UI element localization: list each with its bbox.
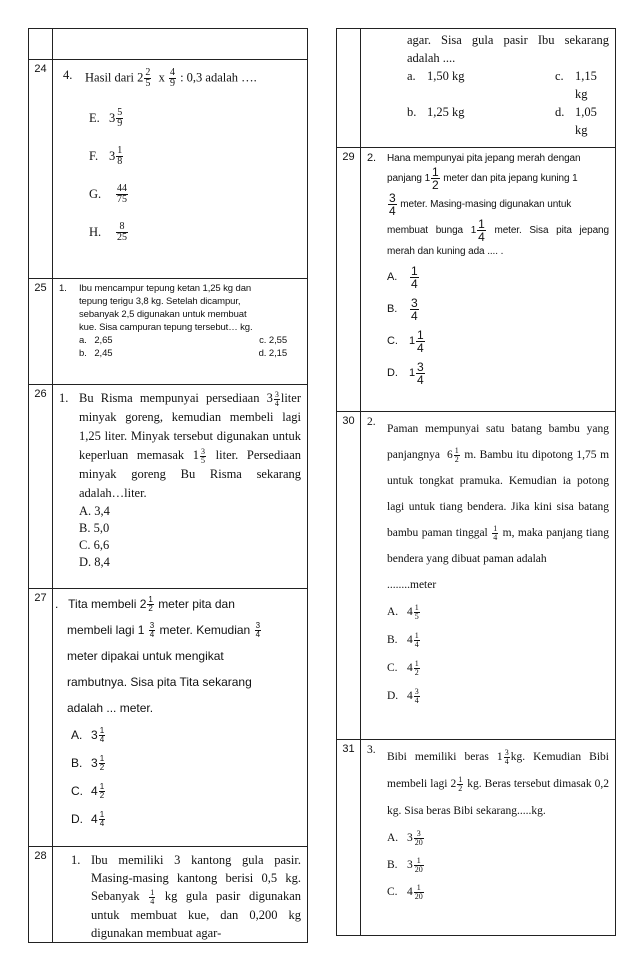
numerator: 3 [255, 621, 261, 631]
fraction-whole: 2 [450, 778, 457, 790]
numerator: 5 [117, 106, 123, 118]
option-whole: 3 [91, 728, 98, 742]
question-index: 3. [367, 744, 376, 756]
option-label: D. [71, 812, 83, 826]
option-label: c. [259, 335, 267, 346]
option-a[interactable] [407, 67, 507, 103]
question-text: Persediaan minyak goreng Bu Risma sekarang adalah…liter. [79, 448, 302, 500]
question-number: 25 [29, 279, 53, 384]
option-fraction [414, 688, 420, 705]
numerator: 3 [274, 389, 279, 399]
option-value: 1,15 kg [574, 69, 597, 101]
question-number-empty [337, 29, 361, 147]
question-line: Ibu mencampur tepung ketan 1,25 kg dan [79, 283, 252, 294]
option-fraction [99, 783, 105, 800]
fraction [169, 68, 176, 89]
question-line: kue. Sisa campuran tepung tersebut… kg. [79, 322, 253, 333]
question-28-body [53, 847, 307, 942]
denominator: 4 [411, 276, 418, 291]
option-label: a. [79, 335, 87, 346]
option-d[interactable] [387, 357, 609, 389]
numerator: 3 [201, 446, 206, 456]
numerator: 44 [117, 182, 127, 194]
question-text: membeli lagi 1 [67, 623, 145, 637]
question-row-27 [28, 589, 308, 847]
numerator: 3 [414, 686, 419, 696]
option-whole: 1 [409, 335, 416, 348]
option-whole: 3 [407, 832, 413, 844]
option-label: D. [387, 367, 398, 380]
denominator: 75 [117, 193, 127, 205]
numerator: 1 [493, 523, 498, 533]
numerator: 1 [99, 781, 105, 791]
fraction [504, 749, 510, 766]
options-list [79, 503, 301, 571]
denominator: 25 [117, 231, 127, 243]
option-whole: 4 [407, 886, 413, 898]
option-fraction [416, 329, 425, 354]
question-text: Bibi memiliki beras 1 [387, 751, 503, 763]
fraction [274, 391, 280, 408]
option-b[interactable] [71, 749, 305, 777]
option-value: 1,05 kg [574, 105, 597, 137]
option-a[interactable] [387, 598, 609, 626]
denominator: 4 [274, 398, 279, 408]
header-content-cell [53, 29, 307, 59]
option-fraction [116, 222, 128, 243]
question-number: 26 [29, 385, 53, 588]
option-label: F. [89, 148, 99, 163]
numerator: 3 [414, 830, 424, 839]
option-label: C. [387, 886, 398, 898]
option-value: 6,6 [93, 538, 110, 552]
question-26-text [79, 389, 301, 571]
question-30-body [361, 412, 615, 739]
option-value: 8,4 [94, 555, 110, 569]
option-label: C. [387, 335, 398, 348]
option-fraction [116, 184, 128, 205]
numerator: 2 [145, 67, 151, 78]
option-label: c. [555, 69, 564, 83]
question-number: 30 [337, 412, 361, 739]
question-index: 4. [63, 68, 73, 82]
question-index: 2. [367, 416, 376, 428]
option-whole: 3 [109, 110, 116, 125]
fraction [492, 525, 498, 542]
denominator: 2 [99, 790, 105, 800]
option-d[interactable] [259, 347, 287, 360]
option-fraction [414, 632, 420, 649]
question-text: meter. Kemudian [159, 623, 251, 637]
question-24-body [53, 60, 307, 278]
denominator: 4 [389, 204, 396, 219]
numerator: 1 [150, 887, 155, 897]
question-text: adalah ... meter. [67, 701, 154, 715]
option-b[interactable] [79, 347, 112, 360]
option-e[interactable] [89, 99, 301, 137]
denominator: 9 [169, 78, 175, 89]
question-text: rambutnya. Sisa pita Tita sekarang [67, 675, 252, 689]
question-31-text [387, 744, 609, 906]
option-label: H. [89, 224, 102, 239]
question-text: m. Bambu itu dipotong 1,75 m untuk tongkat pramuka. Kemudian ia potong lagi untuk tiang bendera. Jika kini sisa batang bambu paman tinggal [387, 449, 610, 539]
option-whole: 4 [407, 606, 413, 618]
option-label: D. [79, 555, 92, 569]
options-list [79, 334, 301, 360]
numerator: 8 [116, 222, 128, 233]
option-label: b. [79, 348, 87, 359]
question-row-26 [28, 385, 308, 589]
question-number: 29 [337, 148, 361, 411]
options-list [387, 825, 609, 906]
question-text: kg. Kemudian Bibi membeli lagi [387, 751, 609, 790]
options-list [407, 67, 609, 139]
denominator: 4 [417, 340, 424, 355]
question-row-28-continued [336, 28, 616, 148]
question-text: Ibu memiliki 3 kantong gula pasir. Masing-masing kantong berisi 0,5 kg. Sebanyak [91, 853, 301, 903]
question-text: Bu Risma mempunyai persediaan [79, 391, 260, 405]
denominator: 4 [417, 372, 424, 387]
option-a[interactable] [79, 503, 301, 520]
option-fraction [414, 604, 420, 621]
option-label: C. [71, 784, 83, 798]
question-text: Hana mempunyai pita jepang merah dengan [387, 153, 581, 164]
option-label: B. [387, 634, 398, 646]
denominator: 4 [255, 630, 261, 640]
question-29-text [387, 152, 609, 389]
option-label: B. [79, 521, 91, 535]
option-whole: 4 [407, 662, 413, 674]
question-28-continued-body [361, 29, 615, 147]
question-index: 1. [59, 391, 69, 405]
option-fraction [416, 361, 425, 386]
question-28-text [91, 851, 301, 942]
denominator: 9 [117, 117, 123, 129]
numerator: 3 [417, 359, 424, 374]
option-value: 1,50 kg [427, 69, 465, 83]
option-fraction [99, 727, 105, 744]
numerator: 1 [458, 774, 463, 784]
option-b[interactable] [407, 103, 507, 139]
denominator: 2 [99, 762, 105, 772]
option-a[interactable] [387, 261, 609, 293]
denominator: 2 [148, 604, 153, 614]
question-lead: . [55, 597, 59, 611]
question-row-24 [28, 60, 308, 279]
fraction [477, 218, 486, 243]
numerator: 3 [389, 191, 396, 206]
question-text: Tita membeli 2 [68, 597, 147, 611]
right-column [336, 28, 616, 936]
times-sign: x [158, 70, 165, 85]
option-label: A. [387, 271, 398, 284]
numerator: 1 [414, 857, 424, 866]
numerator: 1 [454, 445, 459, 455]
question-text: kg gula pasir digunakan untuk membuat kue, dan 0,200 kg digunakan membuat agar- [91, 889, 302, 940]
question-text: meter. Sisa pita jepang merah dan kuning ada .... . [387, 225, 609, 258]
option-label: d. [258, 348, 267, 359]
option-a[interactable] [71, 721, 305, 749]
numerator: 1 [432, 165, 439, 179]
numerator: 1 [414, 630, 419, 640]
option-fraction [414, 857, 424, 874]
left-column [28, 28, 308, 943]
denominator: 4 [150, 896, 155, 906]
denominator: 2 [458, 783, 463, 793]
question-number: 24 [29, 60, 53, 278]
options-list [387, 261, 609, 389]
option-c[interactable] [259, 334, 287, 347]
numerator: 1 [99, 753, 105, 763]
denominator: 5 [145, 78, 151, 89]
denominator: 20 [414, 892, 423, 901]
fraction [457, 776, 463, 793]
fraction-whole: 6 [447, 449, 453, 461]
numerator: 1 [414, 602, 419, 612]
option-value: 2,65 [94, 335, 113, 346]
fraction-whole: 3 [266, 391, 273, 405]
question-text: m, maka panjang tiang bendera yang dibuat paman adalah [387, 527, 610, 565]
option-c[interactable] [387, 654, 609, 682]
denominator: 8 [117, 155, 123, 167]
numerator: 1 [417, 327, 424, 342]
option-whole: 4 [91, 784, 98, 798]
numerator: 1 [148, 595, 153, 605]
option-whole: 4 [91, 812, 98, 826]
numerator: 4 [169, 67, 175, 78]
denominator: 4 [149, 630, 155, 640]
question-number: 28 [29, 847, 53, 942]
header-number-cell [29, 29, 53, 59]
question-index: 1. [71, 853, 81, 867]
denominator: 2 [414, 667, 419, 677]
option-b[interactable] [387, 852, 609, 879]
question-text: Paman mempunyai satu batang bambu yang panjangnya [387, 423, 609, 461]
option-label: A. [387, 832, 399, 844]
option-label: C. [79, 538, 91, 552]
denominator: 20 [414, 865, 423, 874]
question-text: Hasil dari [85, 70, 134, 85]
fraction [255, 622, 261, 639]
question-26-body [53, 385, 307, 588]
option-d[interactable] [71, 805, 305, 833]
numerator: 3 [149, 621, 155, 631]
option-whole: 1 [409, 367, 416, 380]
option-b[interactable] [387, 626, 609, 654]
option-c[interactable] [387, 325, 609, 357]
question-29-body [361, 148, 615, 411]
denominator: 4 [99, 734, 105, 744]
option-fraction [414, 830, 424, 847]
option-b[interactable] [387, 293, 609, 325]
option-whole: 4 [407, 690, 413, 702]
option-b[interactable] [79, 520, 301, 537]
question-text: liter. [215, 448, 239, 462]
numerator: 1 [414, 884, 424, 893]
numerator: 1 [99, 725, 105, 735]
option-value: 1,25 kg [427, 105, 465, 119]
fraction [149, 622, 155, 639]
question-text: : 0,3 adalah …. [180, 70, 257, 85]
question-text: panjang 1 [387, 173, 431, 185]
question-row-30 [336, 412, 616, 740]
numerator: 1 [117, 144, 123, 156]
option-label: B. [387, 859, 398, 871]
option-a[interactable] [387, 825, 609, 852]
numerator: 1 [478, 217, 485, 232]
option-fraction [99, 811, 105, 828]
fraction [149, 889, 155, 906]
denominator: 4 [478, 230, 485, 245]
numerator: 1 [99, 809, 105, 819]
question-27-body [53, 589, 307, 846]
option-fraction [410, 297, 419, 322]
question-30-text [387, 416, 609, 710]
denominator: 20 [414, 838, 423, 847]
option-whole: 3 [407, 859, 413, 871]
question-text: ........meter [387, 579, 437, 591]
question-row-31 [336, 740, 616, 936]
option-label: b. [407, 105, 417, 119]
question-text: meter dipakai untuk mengikat [67, 649, 224, 663]
denominator: 5 [201, 455, 206, 465]
option-c[interactable] [555, 67, 609, 103]
option-fraction [410, 265, 419, 290]
option-d[interactable] [555, 103, 609, 139]
denominator: 4 [99, 818, 105, 828]
question-number: 27 [29, 589, 53, 846]
option-whole: 4 [407, 634, 413, 646]
question-text: meter pita dan [158, 597, 235, 611]
question-line: tepung terigu 3,8 kg. Setelah dicampur, [79, 296, 241, 307]
denominator: 4 [411, 308, 418, 323]
option-label: G. [89, 186, 102, 201]
denominator: 5 [414, 611, 419, 621]
question-31-body [361, 740, 615, 935]
option-row [407, 103, 609, 139]
question-27-text [55, 591, 305, 721]
option-fraction [414, 660, 420, 677]
options-list [387, 598, 609, 710]
fraction [388, 192, 397, 217]
option-value: 5,0 [93, 521, 110, 535]
denominator: 4 [414, 695, 419, 705]
question-25-text [79, 282, 253, 334]
option-label: d. [555, 105, 565, 119]
option-whole: 3 [91, 756, 98, 770]
option-label: C. [387, 662, 398, 674]
option-value: 3,4 [94, 504, 110, 518]
option-fraction [414, 884, 424, 901]
question-row-29 [336, 148, 616, 412]
option-value: 2,15 [268, 348, 287, 359]
option-f[interactable] [89, 137, 301, 175]
fraction [200, 448, 206, 465]
fraction [147, 596, 153, 613]
question-text: minyak goreng, kemudian membeli lagi 1,25 liter. Minyak tersebut digunakan untuk keperluan memasak [79, 410, 301, 462]
option-c[interactable] [79, 537, 301, 554]
fraction [431, 166, 440, 191]
option-label: A. [79, 504, 92, 518]
fraction-whole: 1 [192, 448, 200, 462]
question-25-body [53, 279, 307, 384]
option-label: a. [407, 69, 416, 83]
denominator: 4 [504, 756, 509, 766]
option-value: 2,55 [268, 335, 287, 346]
numerator: 1 [411, 263, 418, 278]
option-c[interactable] [387, 879, 609, 906]
denominator: 2 [432, 178, 439, 192]
option-label: A. [387, 606, 399, 618]
question-text: agar. Sisa gula pasir Ibu sekarang adalah .... [407, 33, 609, 65]
numerator: 1 [414, 658, 419, 668]
question-text: meter dan pita jepang kuning 1 [443, 173, 578, 185]
denominator: 2 [454, 454, 459, 464]
option-label: D. [387, 690, 399, 702]
question-24-text [85, 68, 257, 89]
question-index: 1. [59, 283, 67, 294]
option-a[interactable] [79, 334, 112, 347]
option-c[interactable] [71, 777, 305, 805]
option-d[interactable] [387, 682, 609, 710]
question-text: kg. Beras tersebut dimasak 0,2 kg. Sisa beras Bibi sekarang.....kg. [387, 778, 609, 817]
option-label: B. [71, 756, 83, 770]
options-list [89, 99, 301, 251]
option-fraction [116, 108, 123, 129]
question-text: meter. Masing-masing digunakan untuk [400, 199, 572, 211]
option-row [407, 67, 609, 103]
denominator: 4 [493, 532, 498, 542]
option-fraction [99, 755, 105, 772]
option-label: B. [387, 303, 398, 316]
question-number: 31 [337, 740, 361, 935]
fraction [144, 68, 151, 89]
option-label: A. [71, 728, 83, 742]
numerator: 3 [411, 295, 418, 310]
header-row [28, 28, 308, 60]
numerator: 3 [504, 747, 509, 757]
fraction [454, 447, 460, 464]
denominator: 4 [414, 639, 419, 649]
option-h[interactable] [89, 213, 301, 251]
option-whole: 3 [109, 148, 116, 163]
question-row-25 [28, 279, 308, 385]
question-text: liter [280, 391, 301, 405]
option-d[interactable] [79, 554, 301, 571]
option-g[interactable] [89, 175, 301, 213]
question-text: membuat bunga 1 [387, 225, 477, 237]
fraction-whole: 2 [137, 70, 144, 85]
question-index: 2. [367, 152, 376, 164]
options-list [55, 721, 305, 833]
question-row-28 [28, 847, 308, 943]
question-line: sebanyak 2,5 digunakan untuk membuat [79, 309, 247, 320]
option-fraction [116, 146, 123, 167]
option-value: 2,45 [94, 348, 113, 359]
option-label: E. [89, 110, 100, 125]
